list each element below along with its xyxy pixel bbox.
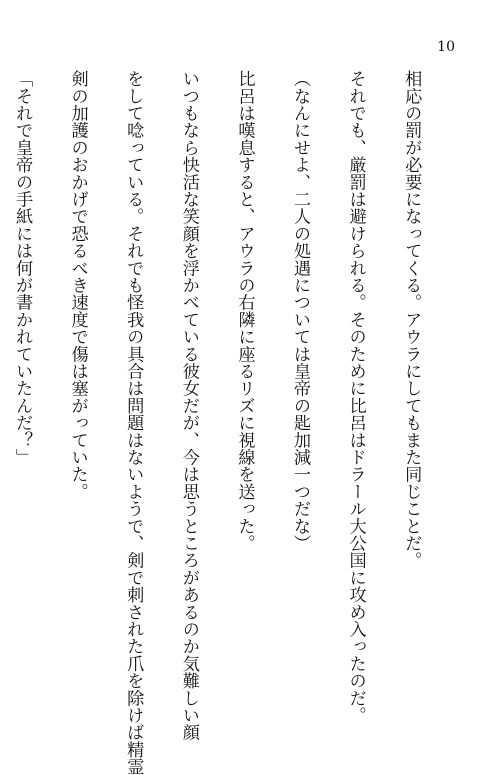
- text-line: それでも、厳罰は避けられる。そのために比呂はドラール大公国に攻め入ったのだ。: [345, 70, 366, 724]
- vertical-text-body: [0, 70, 452, 775]
- text-line: 剣の加護のおかげで恐るべき速度で傷は塞がっていた。: [67, 70, 88, 500]
- text-line: をして唸っている。それでも怪我の具合は問題はないようで、剣で刺された爪を除けば精霊: [123, 70, 144, 775]
- text-line: いつもなら快活な笑顔を浮かべている彼女だが、今は思うところがあるのか気難しい顔: [178, 70, 199, 741]
- text-line: 「それで皇帝の手紙には何が書かれていたんだ？」: [12, 70, 33, 466]
- text-line: 相応の罰が必要になってくる。アウラにしてもまた同じことだ。: [401, 70, 422, 569]
- page-number: 10: [437, 39, 455, 55]
- text-line: （なんにせよ、二人の処遇については皇帝の匙加減一つだな）: [290, 70, 311, 552]
- text-line: 比呂は嘆息すると、アウラの右隣に座るリズに視線を送った。: [234, 70, 255, 552]
